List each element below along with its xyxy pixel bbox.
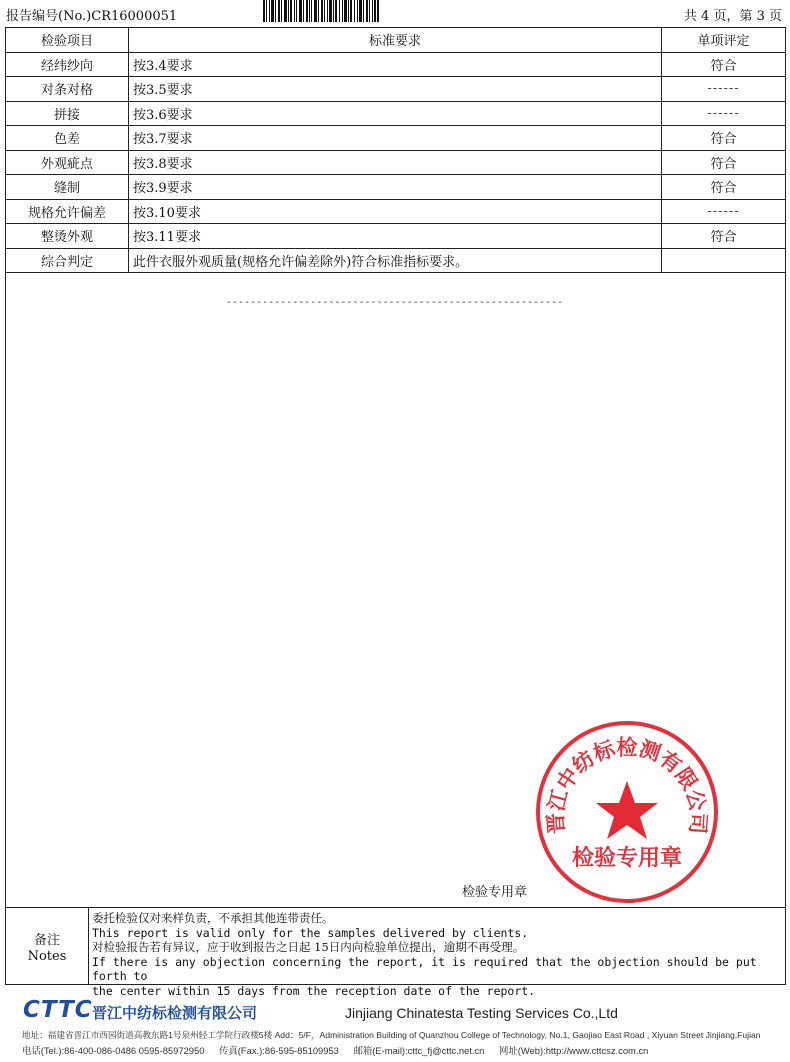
row-item: 规格允许偏差 xyxy=(6,199,129,224)
row-item: 缝制 xyxy=(6,175,129,200)
table-header-row xyxy=(6,28,786,53)
company-name-en: Jinjiang Chinatesta Testing Services Co.,Ltd xyxy=(345,1005,618,1021)
stamp-caption: 检验专用章 xyxy=(462,885,528,900)
notes-line: If there is any objection concerning the report, it is required that the objection should be put forth to xyxy=(92,954,757,984)
conclusion-row xyxy=(6,248,786,273)
company-address: 地址：福建省晋江市西园街道高教东路1号泉州轻工学院行政楼5楼 Add：5/F，Administration Building of Quanzhou College of Technology, No.1, Gaojiao East Road , Xiyuan Street Jinjiang,Fujian xyxy=(22,1030,761,1040)
row-item: 外观疵点 xyxy=(6,150,129,175)
notes-line: 委托检验仅对来样负责，不承担其他连带责任。 xyxy=(92,911,334,925)
row-standard: 按3.5要求 xyxy=(129,77,662,102)
svg-text:检验专用章: 检验专用章 xyxy=(571,846,683,871)
end-separator: -------------------------------------------------------- xyxy=(226,297,564,308)
table-row xyxy=(6,150,786,175)
row-item: 经纬纱向 xyxy=(6,52,129,77)
header-standard: 标准要求 xyxy=(129,28,662,53)
notes-label xyxy=(6,908,89,984)
row-standard: 按3.6要求 xyxy=(129,101,662,126)
row-result: ------ xyxy=(662,101,786,126)
company-contact xyxy=(22,1043,660,1057)
header-result: 单项评定 xyxy=(662,28,786,53)
row-result: 符合 xyxy=(662,52,786,77)
row-result: 符合 xyxy=(662,224,786,249)
row-result: ------ xyxy=(662,77,786,102)
contact-fax: 传真(Fax.):86-595-85109953 xyxy=(219,1045,339,1056)
page-info: 共 4 页，第 3 页 xyxy=(683,9,782,24)
cttc-logo: CTTC xyxy=(23,997,93,1023)
conclusion-label: 综合判定 xyxy=(6,248,129,273)
report-number: 报告编号(No.)CR16000051 xyxy=(6,9,178,24)
row-result: ------ xyxy=(662,199,786,224)
table-row xyxy=(6,101,786,126)
table-row xyxy=(6,126,786,151)
notes-text xyxy=(92,911,782,999)
row-result: 符合 xyxy=(662,126,786,151)
notes-line: 对检验报告若有异议，应于收到报告之日起 15日内向检验单位提出，逾期不再受理。 xyxy=(92,940,525,955)
row-standard: 按3.10要求 xyxy=(129,199,662,224)
row-standard: 按3.9要求 xyxy=(129,175,662,200)
conclusion-result-empty xyxy=(662,248,786,273)
table-row xyxy=(6,224,786,249)
row-item: 对条对格 xyxy=(6,77,129,102)
barcode-image xyxy=(263,0,379,22)
notes-line: the center within 15 days from the reception date of the report. xyxy=(92,983,536,998)
row-standard: 按3.8要求 xyxy=(129,150,662,175)
row-item: 整烫外观 xyxy=(6,224,129,249)
table-row xyxy=(6,77,786,102)
row-result: 符合 xyxy=(662,175,786,200)
official-seal xyxy=(534,719,720,905)
row-result: 符合 xyxy=(662,150,786,175)
inspection-table xyxy=(5,27,786,273)
row-item: 色差 xyxy=(6,126,129,151)
row-standard: 按3.7要求 xyxy=(129,126,662,151)
row-item: 拼接 xyxy=(6,101,129,126)
header-item: 检验项目 xyxy=(6,28,129,53)
notes-label-en: Notes xyxy=(27,949,67,964)
contact-web: 网址(Web):http://www.cttcsz.com.cn xyxy=(499,1045,649,1056)
svg-text:晋江中纺标检测有限公司: 晋江中纺标检测有限公司 xyxy=(543,735,711,835)
notes-label-cn: 备注 xyxy=(33,933,60,948)
notes-line: This report is valid only for the samples delivered by clients. xyxy=(92,925,529,940)
notes-box xyxy=(5,907,786,998)
row-standard: 按3.4要求 xyxy=(129,52,662,77)
table-row xyxy=(6,52,786,77)
contact-tel: 电话(Tel.):86-400-086-0486 0595-85972950 xyxy=(22,1045,205,1056)
contact-email: 邮箱(E-mail):cttc_fj@cttc.net.cn xyxy=(353,1045,485,1056)
company-name-cn: 晋江中纺标检测有限公司 xyxy=(92,1004,258,1022)
table-row xyxy=(6,175,786,200)
table-row xyxy=(6,199,786,224)
conclusion-text: 此件衣服外观质量(规格允许偏差除外)符合标准指标要求。 xyxy=(129,248,662,273)
row-standard: 按3.11要求 xyxy=(129,224,662,249)
